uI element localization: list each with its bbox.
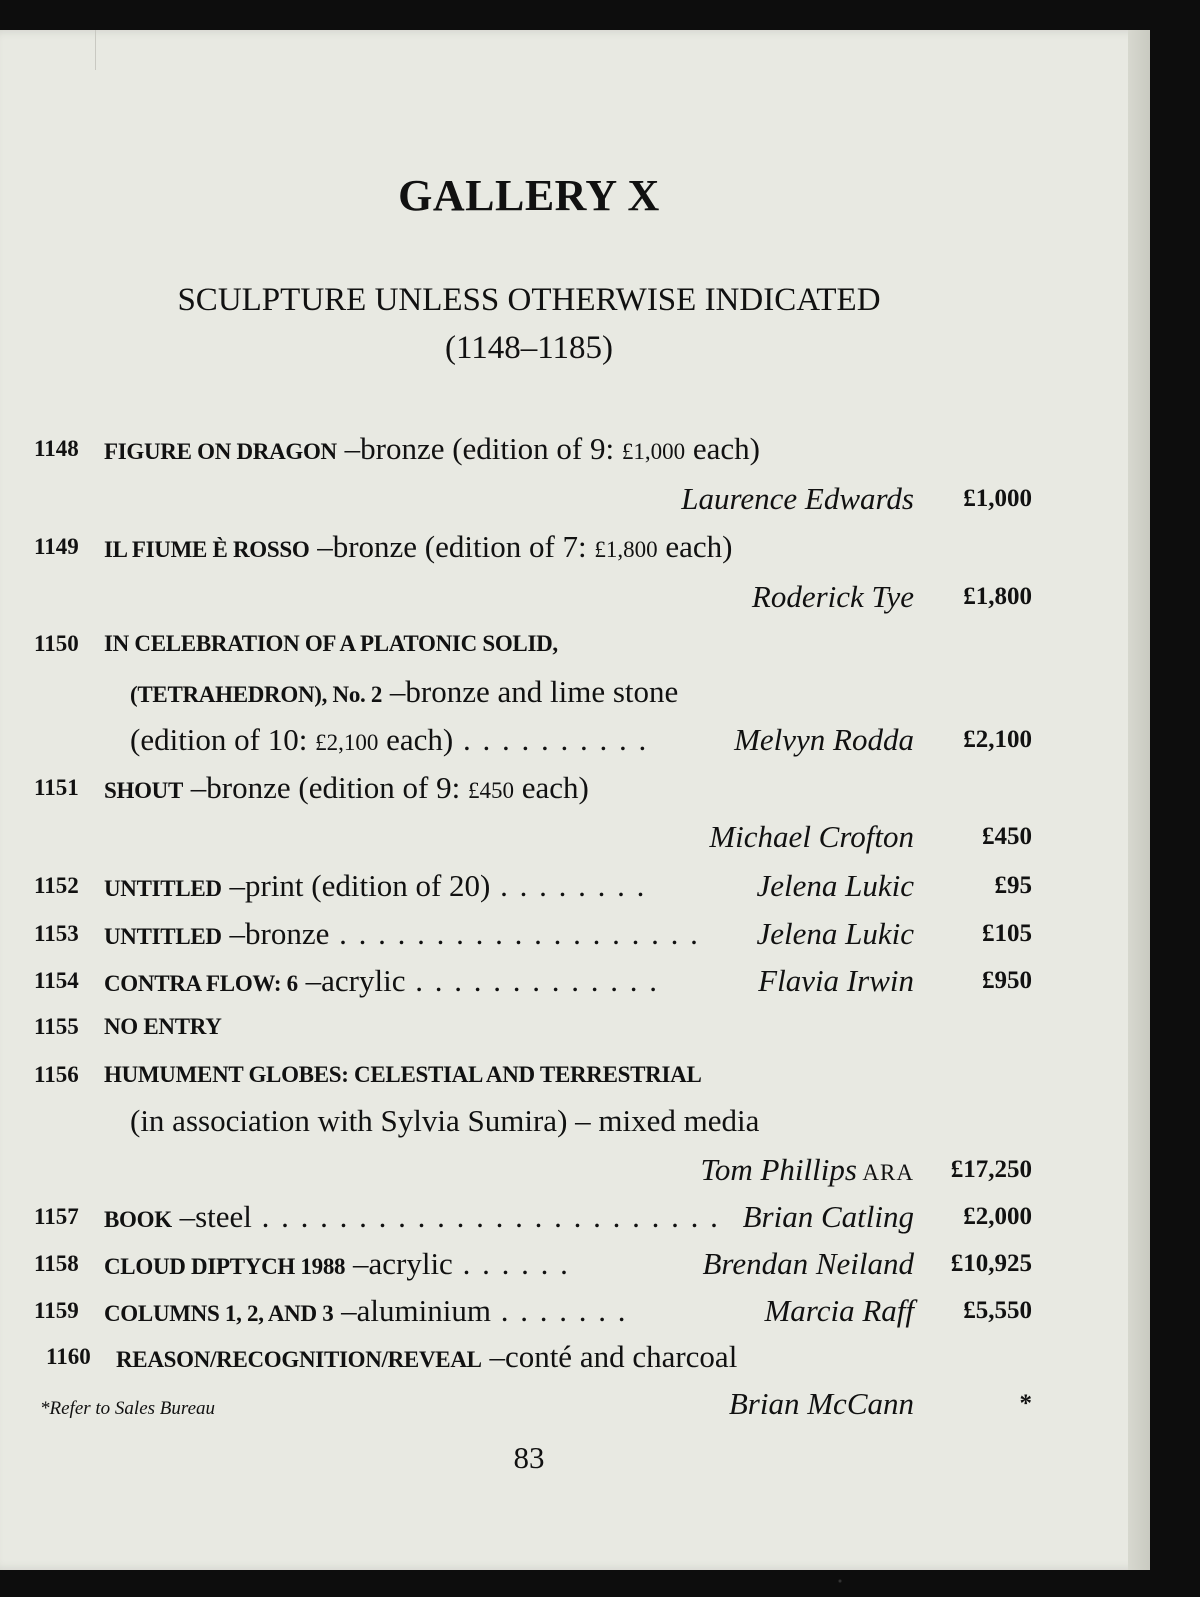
work-title: REASON/RECOGNITION/REVEAL: [116, 1347, 482, 1372]
artist-name: Tom Phillips: [700, 1152, 857, 1187]
price-asterisk: *: [1019, 1390, 1032, 1417]
lot-number: 1154: [34, 968, 79, 993]
price: £2,100: [963, 726, 1032, 753]
work-medium: steel: [195, 1199, 252, 1234]
price: £2,000: [963, 1203, 1032, 1230]
work-title: SHOUT: [104, 778, 184, 803]
artist-name: Marcia Raff: [764, 1293, 914, 1328]
lot-number: 1148: [34, 436, 79, 461]
work-medium-end: each): [513, 770, 589, 805]
entry-1154: [34, 957, 1032, 1005]
entry-1150-line3: [34, 716, 1032, 764]
work-title: CONTRA FLOW: 6: [104, 971, 298, 996]
work-medium: acrylic: [368, 1246, 453, 1281]
artist-name: Brian McCann: [728, 1386, 914, 1421]
entry-1155: [34, 1003, 1032, 1051]
entry-1158: [34, 1240, 1032, 1288]
price: £10,925: [950, 1250, 1032, 1277]
work-title: HUMUMENT GLOBES: CELESTIAL AND TERRESTRIAL: [104, 1062, 702, 1087]
dash: –: [333, 1293, 357, 1328]
artist-name: Michael Crofton: [709, 819, 914, 854]
dash: –: [297, 963, 322, 998]
artist-name: Laurence Edwards: [681, 481, 914, 516]
lot-number: 1155: [34, 1014, 79, 1039]
work-medium: bronze and lime stone: [405, 674, 679, 709]
lot-number: 1158: [34, 1251, 79, 1276]
lot-number: 1153: [34, 921, 79, 946]
dash: –: [382, 674, 406, 709]
work-medium: bronze: [245, 916, 330, 951]
edition-price: £450: [467, 778, 514, 803]
artist-name: Melvyn Rodda: [734, 722, 914, 757]
lot-number: 1157: [34, 1204, 79, 1229]
lot-number: 1150: [34, 631, 79, 656]
gallery-subtitle: SCULPTURE UNLESS OTHERWISE INDICATED: [177, 282, 881, 318]
artist-name-wrap: [700, 1146, 914, 1197]
page-number: 83: [513, 1440, 545, 1475]
work-title: UNTITLED: [104, 876, 222, 901]
edition-price: £1,000: [621, 439, 686, 464]
work-medium: aluminium: [356, 1293, 491, 1328]
leader-dots: . . . . . . . .: [490, 868, 647, 903]
artist-name: Jelena Lukic: [756, 916, 914, 951]
leader-dots: . . . . . .: [452, 1246, 570, 1281]
artist-name: Roderick Tye: [751, 579, 914, 614]
lot-number: 1149: [34, 534, 79, 559]
work-title: COLUMNS 1, 2, AND 3: [104, 1301, 334, 1326]
edition-start: (edition of 10:: [130, 722, 316, 757]
work-medium-end: each): [657, 529, 733, 564]
work-medium-end: each): [685, 431, 760, 466]
entry-1156: [34, 1051, 1032, 1099]
artist-name: Brendan Neiland: [702, 1246, 914, 1281]
entry-1150: [34, 620, 1032, 668]
dash: –: [336, 431, 361, 466]
entry-1153: [34, 910, 1032, 958]
artist-name: Brian Catling: [742, 1199, 914, 1234]
leader-dots: . . . . . . . . . . . . . . . . . . .: [329, 916, 700, 951]
footnote: *Refer to Sales Bureau: [40, 1398, 216, 1419]
work-title-cont: (TETRAHEDRON), No. 2: [130, 682, 383, 707]
work-medium: bronze (edition of 7:: [332, 529, 595, 564]
entry-1151-artist-row: [34, 813, 1032, 861]
work-medium: bronze (edition of 9:: [206, 770, 468, 805]
work-medium: print (edition of 20): [245, 868, 491, 903]
entry-1156-artist-row: [34, 1146, 1032, 1194]
price: £1,000: [963, 485, 1032, 512]
lot-number: 1151: [34, 775, 79, 800]
work-title: FIGURE ON DRAGON: [104, 439, 337, 464]
work-medium: acrylic: [321, 963, 406, 998]
price: £1,800: [963, 583, 1032, 610]
work-medium: (in association with Sylvia Sumira) – mixed media: [130, 1103, 760, 1138]
entry-1149: [34, 523, 1032, 571]
entry-1159: [34, 1287, 1032, 1335]
price: £5,550: [963, 1297, 1032, 1324]
dash: –: [171, 1199, 196, 1234]
entry-1156-line2: [34, 1097, 1032, 1145]
edition-end: each): [378, 722, 454, 757]
artist-name: Flavia Irwin: [758, 963, 914, 998]
work-title: NO ENTRY: [104, 1014, 222, 1039]
lot-number: 1156: [34, 1062, 79, 1087]
entry-1152: [34, 862, 1032, 910]
entry-1148-artist-row: [34, 475, 1032, 523]
price: £17,250: [950, 1156, 1032, 1183]
price: £95: [994, 872, 1032, 899]
leader-dots: . . . . . . . . . .: [453, 722, 649, 757]
dash: –: [183, 770, 207, 805]
work-title: BOOK: [104, 1207, 172, 1232]
artist-name: Jelena Lukic: [756, 868, 914, 903]
leader-dots: . . . . . . . . . . . . . . . . . . . . . . . .: [251, 1199, 720, 1234]
gallery-title: GALLERY X: [398, 171, 660, 220]
lot-number: 1159: [34, 1298, 79, 1323]
dash: –: [345, 1246, 369, 1281]
work-medium: bronze (edition of 9:: [360, 431, 622, 466]
entry-1151: [34, 764, 1032, 812]
work-title: UNTITLED: [104, 924, 222, 949]
entry-1157: [34, 1193, 1032, 1241]
work-title: IN CELEBRATION OF A PLATONIC SOLID,: [104, 631, 558, 656]
work-title: CLOUD DIPTYCH 1988: [104, 1254, 346, 1279]
artist-suffix: ARA: [856, 1160, 914, 1185]
entry-1160: [46, 1333, 1032, 1381]
price: £450: [982, 823, 1032, 850]
dash: –: [309, 529, 333, 564]
leader-dots: . . . . . . . . . . . . .: [405, 963, 659, 998]
lot-number: 1152: [34, 873, 79, 898]
dash: –: [481, 1339, 505, 1374]
work-medium: conté and charcoal: [504, 1339, 738, 1374]
edition-price: £2,100: [315, 730, 379, 755]
lot-range: (1148–1185): [444, 330, 614, 366]
dash: –: [221, 868, 245, 903]
leader-dots: . . . . . . .: [491, 1293, 628, 1328]
price: £950: [982, 967, 1032, 994]
lot-number: 1160: [46, 1344, 91, 1369]
dash: –: [221, 916, 245, 951]
entry-1148: [34, 425, 1032, 473]
work-title: IL FIUME È ROSSO: [104, 537, 310, 562]
entry-1149-artist-row: [34, 573, 1032, 621]
entry-1150-line2: [34, 668, 1032, 716]
edition-price: £1,800: [594, 537, 658, 562]
price: £105: [982, 920, 1032, 947]
